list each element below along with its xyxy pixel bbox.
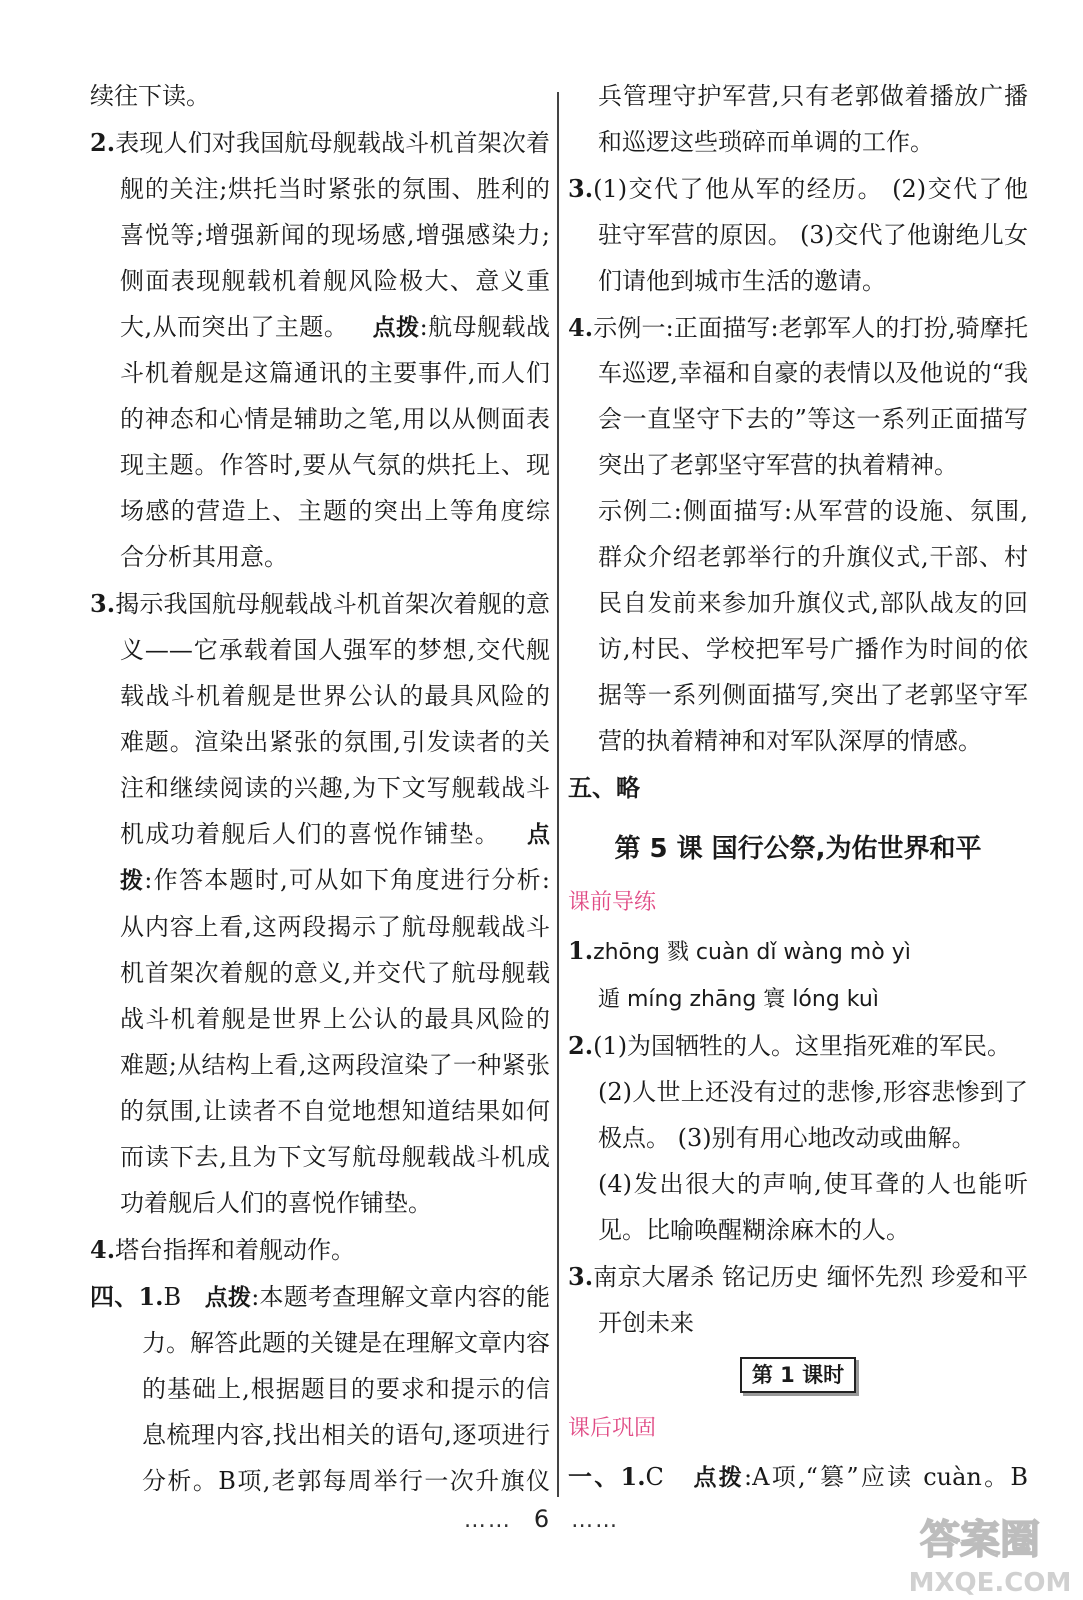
- answer-number: 四、1.: [90, 1281, 164, 1311]
- footer-dots-left: ……: [463, 1508, 512, 1533]
- pre-answer-2: [568, 1023, 1028, 1070]
- answer-number: 3.: [568, 173, 594, 203]
- watermark-logo: [880, 1505, 1080, 1600]
- post-class-section-label: 课后巩固: [568, 1416, 657, 1442]
- answer-text: (2)人世上还没有过的悲惨,形容悲惨到了极点。 (3)别有用心地改动或曲解。: [598, 1078, 1028, 1152]
- answer-text: 示例二:侧面描写:从军营的设施、氛围,群众介绍老郭举行的升旗仪式,干部、村民自发前来参加升旗仪式,部队战友的回访,村民、学校把军号广播作为时间的依据等一系列侧面描写,突出了老郭坚守军营的执着精神和对军队深厚的情感。: [598, 497, 1028, 755]
- period-label: 第 1 课时: [740, 1357, 856, 1393]
- answer-number: 4.: [90, 1234, 116, 1264]
- watermark-line-2: MXQE.COM: [908, 1568, 1072, 1598]
- hint-text: :作答本题时,可从如下角度进行分析:从内容上看,这两段揭示了航母舰载战斗机首架次着舰的意义,并交代了航母舰载战斗机着舰是世界上公认的最具风险的难题;从结构上看,这两段渲染了一种紧张的氛围,让读者不自觉地想知道结果如何而读下去,且为下文写航母舰载战斗机成功着舰后人们的喜悦作铺垫。: [120, 866, 550, 1217]
- answer-choice: C: [645, 1463, 664, 1492]
- hint-text: :本题考查理解文章内容的能力。解答此题的关键是在理解文章内容的基础上,根据题目的要求和提示的信息梳理内容,找出相关的语句,逐项进行分析。B项,老郭每周举行一次升旗仪: [142, 1282, 550, 1496]
- answer-text: 兵管理守护军营,只有老郭做着播放广播和巡逻这些琐碎而单调的工作。: [598, 82, 1028, 156]
- hint-text: :A项,“篡”应读 cuàn。B: [744, 1463, 1028, 1492]
- pre-answer-2-part-2: [568, 1070, 1028, 1162]
- answer-4: [90, 1227, 550, 1274]
- right-column: [568, 74, 1028, 1510]
- answer-text: (4)发出很大的声响,使耳聋的人也能听见。比喻唤醒糊涂麻木的人。: [598, 1169, 1028, 1244]
- hint-label: 点拨: [204, 1284, 252, 1311]
- answer-2: [90, 120, 550, 581]
- footer-dots-right: ……: [571, 1508, 620, 1533]
- lesson-title: 第 5 课 国行公祭,为佑世界和平: [614, 833, 982, 864]
- answer-number: 3.: [568, 1261, 594, 1291]
- pre-answer-1-line-2: [568, 976, 1028, 1023]
- answer-number: 3.: [90, 588, 116, 618]
- pre-answer-2-part-4: [568, 1162, 1028, 1254]
- answer-text: 塔台指挥和着舰动作。: [115, 1235, 356, 1264]
- continuation-line: [90, 74, 550, 120]
- answer-3: [568, 166, 1028, 305]
- answer-choice: B: [163, 1282, 182, 1311]
- pinyin-line: zhōng 戮 cuàn dǐ wàng mò yì: [593, 940, 911, 966]
- continuation-paragraph: [568, 74, 1028, 166]
- answer-text: (1)交代了他从军的经历。 (2)交代了他驻守军营的原因。 (3)交代了他谢绝儿女们请他到城市生活的邀请。: [593, 174, 1028, 295]
- hint-label: 点拨: [693, 1465, 745, 1492]
- answer-3: [90, 581, 550, 1227]
- continuation-text: 续往下读。: [90, 82, 210, 110]
- section-5: [568, 765, 1028, 811]
- section-text: 五、略: [568, 772, 640, 802]
- column-divider: [557, 92, 559, 1497]
- answer-text: (1)为国牺牲的人。这里指死难的军民。: [593, 1032, 1012, 1061]
- answer-4-example-2: [568, 489, 1028, 764]
- left-column: [90, 74, 550, 1510]
- answer-4: [568, 305, 1028, 490]
- pre-answer-1: [568, 928, 1028, 976]
- pre-class-section-label: 课前导练: [568, 890, 657, 916]
- answer-text: 揭示我国航母舰载战斗机首架次着舰的意义——它承载着国人强军的梦想,交代舰载战斗机着舰是世界公认的最具风险的难题。渲染出紧张的氛围,引发读者的关注和继续阅读的兴趣,为下文写舰载战斗机成功着舰后人们的喜悦作铺垫。: [115, 589, 550, 848]
- hint-label: 点拨: [372, 314, 420, 341]
- answer-number: 1.: [568, 936, 594, 966]
- hint-text: :航母舰载战斗机着舰是这篇通讯的主要事件,而人们的神态和心情是辅助之笔,用以从侧面表现主题。作答时,要从气氛的烘托上、现场感的营造上、主题的突出上等角度综合分析其用意。: [120, 312, 550, 572]
- watermark-line-1: 答案圈: [920, 1517, 1040, 1563]
- answer-text: 示例一:正面描写:老郭军人的打扮,骑摩托车巡逻,幸福和自豪的表情以及他说的“我会一直坚守下去的”等这一系列正面描写突出了老郭坚守军营的执着精神。: [593, 313, 1028, 480]
- answer-text: 表现人们对我国航母舰载战斗机首架次着舰的关注;烘托当时紧张的氛围、胜利的喜悦等;增强新闻的现场感,增强感染力;侧面表现舰载机着舰风险极大、意义重大,从而突出了主题。: [115, 128, 550, 341]
- pinyin-line: 遁 míng zhāng 寰 lóng kuì: [598, 987, 879, 1013]
- answer-number: 2.: [90, 127, 116, 157]
- answer-number: 一、1.: [568, 1462, 646, 1492]
- period-heading: [568, 1352, 1028, 1398]
- post-answer-1: [568, 1454, 1028, 1510]
- answer-number: 4.: [568, 312, 594, 342]
- pre-answer-3: [568, 1254, 1028, 1347]
- page-number: 6: [533, 1505, 550, 1533]
- hint-label: 点拨: [120, 821, 550, 895]
- answer-number: 2.: [568, 1031, 594, 1061]
- section-4-answer-1: [90, 1274, 550, 1510]
- answer-text: 南京大屠杀 铭记历史 缅怀先烈 珍爱和平 开创未来: [593, 1262, 1028, 1337]
